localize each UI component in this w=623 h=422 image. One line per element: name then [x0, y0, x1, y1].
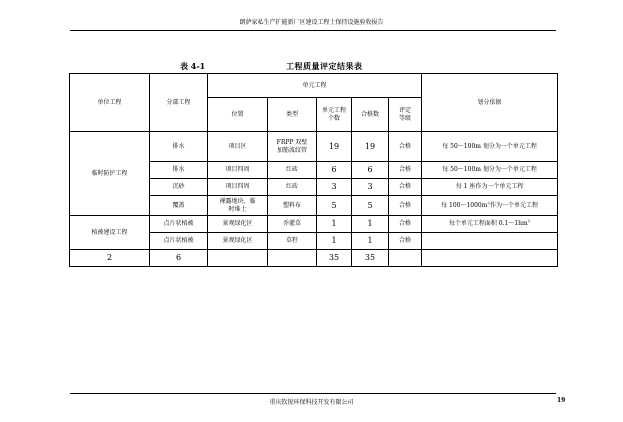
basis-cell: 每 1 座作为一个单元工程 [422, 179, 558, 196]
position-cell: 项目区 [208, 132, 268, 162]
basis-cell: 每 $100\sim 1000m^2$作为一个单元工程 [422, 196, 558, 216]
sub-cell: 覆盖 [150, 196, 208, 216]
header-element-count: 单元工程 个数 [317, 98, 352, 132]
grade-cell: 合格 [389, 179, 422, 196]
basis-cell: 每个单元工程面积 $0.1\sim 1hm^2$ [422, 216, 558, 233]
position-cell: 项目四周 [208, 162, 268, 179]
table-title: 工程质量评定结果表 [286, 61, 363, 71]
total-qualified-cell: 35 [352, 250, 389, 267]
sub-cell: 排水 [150, 132, 208, 162]
count-cell: 1 [317, 216, 352, 233]
basis-cell: 每 50～100m 划分为一个单元工程 [422, 162, 558, 179]
basis-cell [422, 233, 558, 250]
header-division-basis: 划分依据 [422, 74, 558, 132]
type-cell: 草籽 [268, 233, 317, 250]
table-number: 表 4-1 [180, 61, 206, 71]
qualified-cell: 6 [352, 162, 389, 179]
total-unit-cell: 2 [70, 250, 150, 267]
total-row [70, 250, 558, 267]
qualified-cell: 1 [352, 216, 389, 233]
empty-cell [268, 250, 317, 267]
count-cell: 5 [317, 196, 352, 216]
unit-cell: 植被建设工程 [70, 216, 150, 250]
qualified-cell: 3 [352, 179, 389, 196]
position-cell: 裸露地块、临 时堆土 [208, 196, 268, 216]
grade-cell: 合格 [389, 132, 422, 162]
header-grade: 评定 等级 [389, 98, 422, 132]
sub-cell: 点片状植被 [150, 216, 208, 233]
position-cell: 景观绿化区 [208, 233, 268, 250]
header-type: 类型 [268, 98, 317, 132]
empty-cell [389, 250, 422, 267]
type-cell: 红砖 [268, 162, 317, 179]
page-number: 19 [557, 397, 566, 404]
type-cell: 乔灌草 [268, 216, 317, 233]
sub-cell: 沉砂 [150, 179, 208, 196]
empty-cell [208, 250, 268, 267]
grade-cell: 合格 [389, 162, 422, 179]
qualified-cell: 5 [352, 196, 389, 216]
position-cell: 景观绿化区 [208, 216, 268, 233]
footer-company: 重庆钦锐环保科技开发有限公司 [269, 399, 354, 406]
sub-cell: 排水 [150, 162, 208, 179]
unit-cell: 临时防护工程 [70, 132, 150, 216]
header-sub-project: 分部工程 [150, 74, 208, 132]
count-cell: 19 [317, 132, 352, 162]
count-cell: 1 [317, 233, 352, 250]
sub-cell: 点片状植被 [150, 233, 208, 250]
total-sub-cell: 6 [150, 250, 208, 267]
empty-cell [422, 250, 558, 267]
header-rule [70, 30, 556, 31]
header-position: 位置 [208, 98, 268, 132]
header-element-project: 单元工程 [208, 74, 422, 98]
table-header-row [70, 74, 558, 98]
footer-rule [70, 393, 556, 394]
count-cell: 3 [317, 179, 352, 196]
type-cell: 塑料布 [268, 196, 317, 216]
table-row [70, 216, 558, 233]
grade-cell: 合格 [389, 233, 422, 250]
qualified-cell: 19 [352, 132, 389, 162]
header-qualified-count: 合格数 [352, 98, 389, 132]
table-row [70, 132, 558, 162]
total-count-cell: 35 [317, 250, 352, 267]
type-cell: FRPP 双壁 加筋波纹管 [268, 132, 317, 162]
header-unit-project: 单位工程 [70, 74, 150, 132]
basis-cell: 每 50～100m 划分为一个单元工程 [422, 132, 558, 162]
position-cell: 项目四周 [208, 179, 268, 196]
qualified-cell: 1 [352, 233, 389, 250]
grade-cell: 合格 [389, 216, 422, 233]
count-cell: 6 [317, 162, 352, 179]
report-header: 朗萨家私生产扩能新厂区建设工程土保持设施验收报告 [239, 19, 384, 26]
quality-assessment-table [69, 73, 558, 267]
type-cell: 红砖 [268, 179, 317, 196]
grade-cell: 合格 [389, 196, 422, 216]
